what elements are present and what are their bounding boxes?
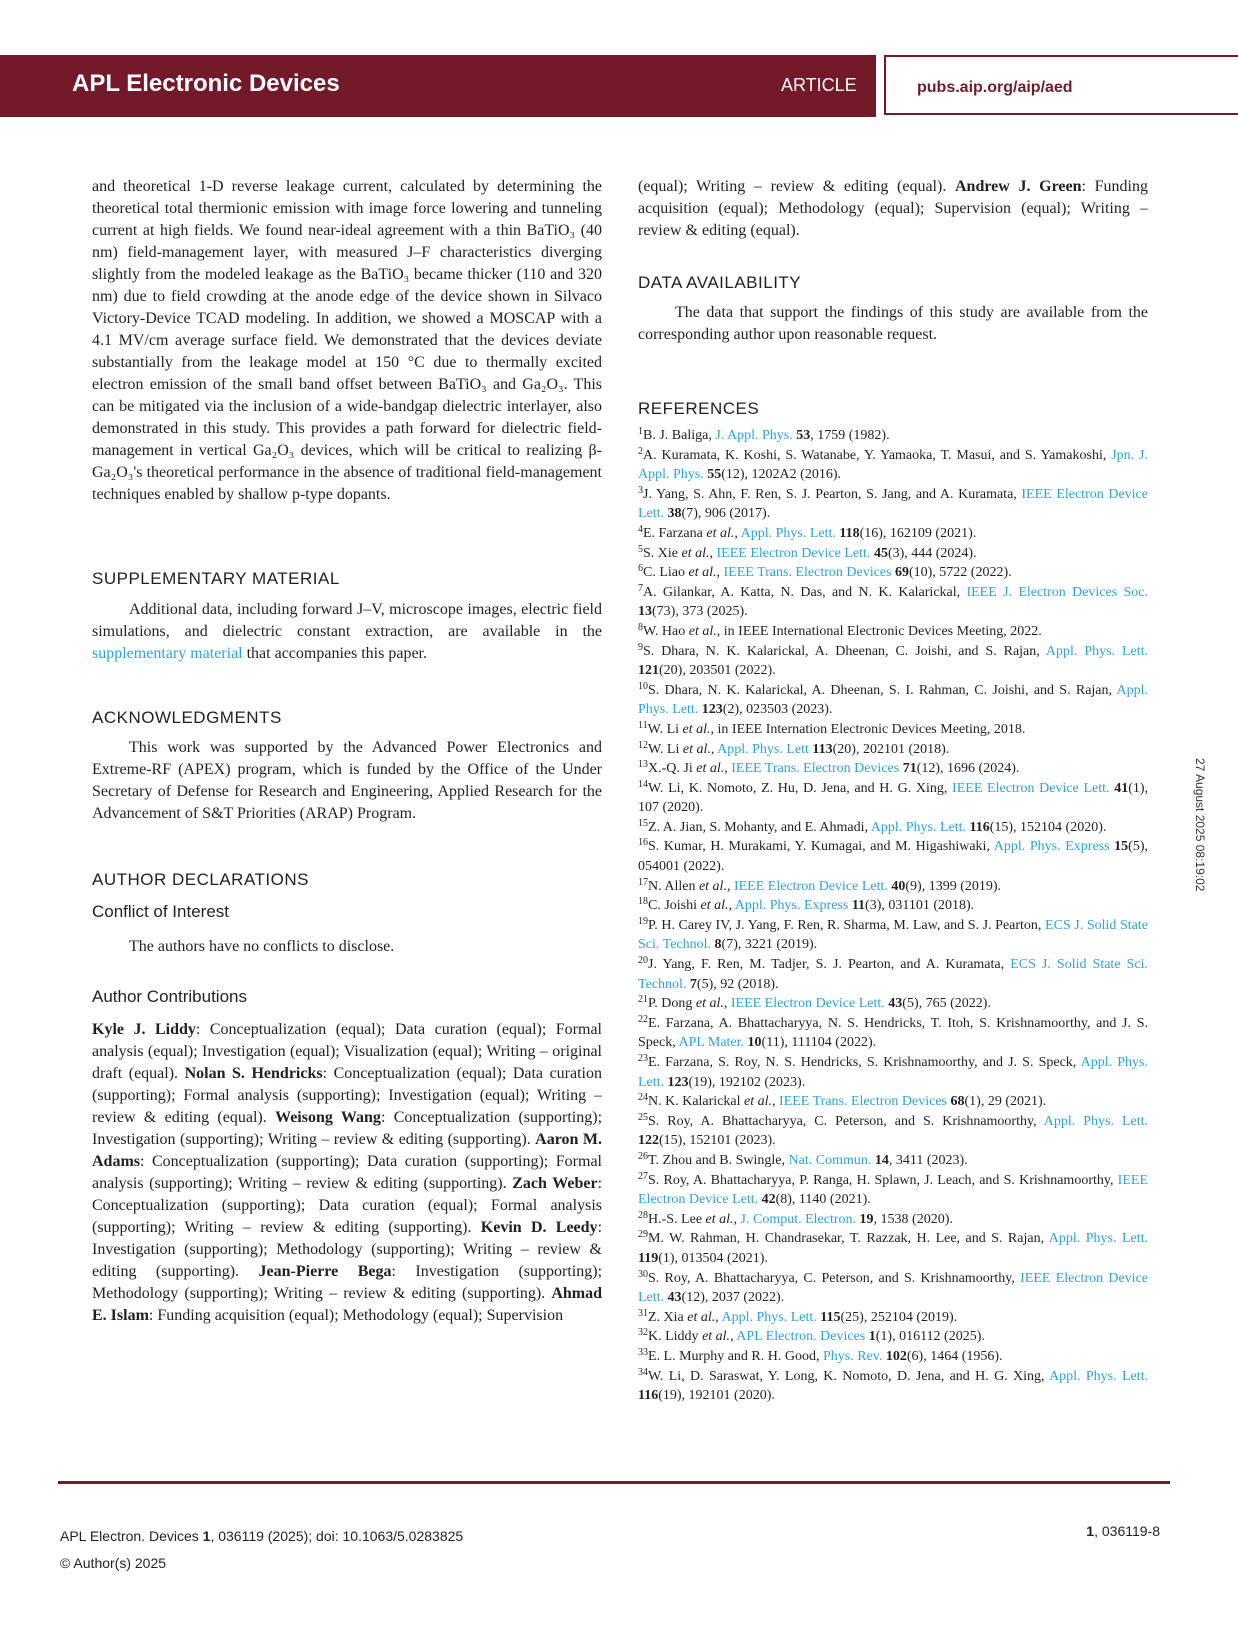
reference-item: $^3$J. Yang, S. Ahn, F. Ren, S. J. Pearton, S. Jang, and A. Kuramata, IEEE Electron Device Lett. 38(7), 906 (2017).: [638, 484, 1148, 522]
reference-item: $^4$E. Farzana et al., Appl. Phys. Lett. 118(16), 162109 (2021).: [638, 523, 977, 541]
reference-list: [638, 426, 1148, 1406]
reference-journal-link[interactable]: Appl. Phys. Lett.: [1049, 1368, 1148, 1384]
contributor-name: Ahmad E. Islam: [92, 1285, 602, 1324]
reference-item: $^{13}$X.-Q. Ji et al., IEEE Trans. Electron Devices 71(12), 1696 (2024).: [638, 759, 1020, 777]
reference-item: $^{21}$P. Dong et al., IEEE Electron Device Lett. 43(5), 765 (2022).: [638, 994, 991, 1012]
header-separator: [876, 55, 884, 117]
page-number: 1, 036119-8: [1086, 1523, 1160, 1539]
reference-item: $^{27}$S. Roy, A. Bhattacharyya, P. Ranga, H. Splawn, J. Leach, and S. Krishnamoorthy, IEEE Electron Device Lett. 42(8), 1140 (2021).: [638, 1170, 1148, 1208]
journal-title: APL Electronic Devices: [72, 70, 340, 97]
contributor-name: Weisong Wang: [275, 1109, 381, 1126]
reference-item: $^{24}$N. K. Kalarickal et al., IEEE Trans. Electron Devices 68(1), 29 (2021).: [638, 1092, 1047, 1110]
reference-item: $^9$S. Dhara, N. K. Kalarickal, A. Dheenan, C. Joishi, and S. Rajan, Appl. Phys. Lett. 121(20), 203501 (2022).: [638, 641, 1149, 679]
reference-item: $^{33}$E. L. Murphy and R. H. Good, Phys. Rev. 102(6), 1464 (1956).: [638, 1346, 1003, 1364]
reference-item: $^{23}$E. Farzana, S. Roy, N. S. Hendricks, S. Krishnamoorthy, and J. S. Speck, Appl. Phys. Lett. 123(19), 192102 (2023).: [638, 1053, 1148, 1090]
reference-journal-link[interactable]: IEEE Electron Device Lett.: [733, 878, 888, 894]
reference-journal-link[interactable]: IEEE Electron Device Lett.: [730, 996, 885, 1012]
footer-rule: [58, 1481, 1170, 1484]
supplementary-heading: SUPPLEMENTARY MATERIAL: [92, 569, 340, 588]
reference-journal-link[interactable]: IEEE Electron Device Lett.: [716, 545, 871, 561]
author-contributions-heading: Author Contributions: [92, 987, 247, 1006]
conflict-of-interest-heading: Conflict of Interest: [92, 902, 230, 921]
reference-item: $^{31}$Z. Xia et al., Appl. Phys. Lett. 115(25), 252104 (2019).: [638, 1307, 958, 1325]
reference-journal-link[interactable]: APL Mater.: [678, 1035, 745, 1051]
reference-item: $^{28}$H.-S. Lee et al., J. Comput. Electron. 19, 1538 (2020).: [638, 1209, 953, 1227]
reference-item: $^{11}$W. Li et al., in IEEE Internation Electronic Devices Meeting, 2018.: [638, 719, 1026, 737]
reference-item: $^7$A. Gilankar, A. Katta, N. Das, and N. K. Kalarickal, IEEE J. Electron Devices Soc. 13(73), 373 (2025).: [638, 582, 1148, 620]
reference-journal-link[interactable]: Appl. Phys. Lett.: [638, 682, 1148, 718]
acknowledgments-heading: ACKNOWLEDGMENTS: [92, 708, 282, 727]
left-column: [92, 176, 602, 1327]
reference-journal-link[interactable]: ECS J. Solid State Sci. Technol.: [638, 917, 1148, 953]
reference-journal-link[interactable]: Appl. Phys. Lett.: [1043, 1113, 1149, 1129]
reference-journal-link[interactable]: J. Appl. Phys.: [715, 428, 793, 443]
reference-item: $^{32}$K. Liddy et al., APL Electron. Devices 1(1), 016112 (2025).: [638, 1327, 985, 1345]
reference-item: $^5$S. Xie et al., IEEE Electron Device Lett. 45(3), 444 (2024).: [638, 543, 977, 561]
reference-item: $^{17}$N. Allen et al., IEEE Electron Device Lett. 40(9), 1399 (2019).: [638, 876, 1002, 894]
reference-journal-link[interactable]: J. Comput. Electron.: [740, 1211, 857, 1227]
contributor-name: Kevin D. Leedy: [480, 1219, 598, 1236]
citation-line: APL Electron. Devices 1, 036119 (2025); doi: 10.1063/5.0283825: [60, 1528, 464, 1544]
reference-journal-link[interactable]: Nat. Commun.: [788, 1152, 872, 1168]
references-heading: REFERENCES: [638, 399, 760, 418]
reference-journal-link[interactable]: Jpn. J. Appl. Phys.: [638, 447, 1148, 483]
reference-journal-link[interactable]: Appl. Phys. Lett.: [740, 525, 836, 541]
reference-item: $^6$C. Liao et al., IEEE Trans. Electron Devices 69(10), 5722 (2022).: [638, 563, 1012, 581]
reference-item: $^{10}$S. Dhara, N. K. Kalarickal, A. Dheenan, S. I. Rahman, C. Joishi, and S. Rajan, Appl. Phys. Lett. 123(2), 023503 (2023).: [638, 680, 1148, 718]
reference-item: $^{29}$M. W. Rahman, H. Chandrasekar, T. Razzak, H. Lee, and S. Rajan, Appl. Phys. Lett. 119(1), 013504 (2021).: [638, 1229, 1148, 1266]
reference-journal-link[interactable]: Appl. Phys. Express: [734, 898, 849, 914]
contributor-name: Nolan S. Hendricks: [184, 1065, 323, 1082]
reference-journal-link[interactable]: IEEE Electron Device Lett.: [638, 1172, 1148, 1208]
download-date-stamp: 27 August 2025 08:19:02: [1193, 758, 1207, 892]
reference-journal-link[interactable]: Appl. Phys. Lett.: [870, 819, 966, 835]
reference-item: $^1$B. J. Baliga, J. Appl. Phys. 53, 1759 (1982).: [638, 426, 890, 443]
contributor-name: Zach Weber: [512, 1175, 598, 1192]
reference-journal-link[interactable]: Appl. Phys. Lett.: [638, 1055, 1148, 1090]
reference-journal-link[interactable]: IEEE Trans. Electron Devices: [723, 565, 892, 581]
reference-item: $^{18}$C. Joishi et al., Appl. Phys. Express 11(3), 031101 (2018).: [638, 896, 975, 914]
reference-item: $^2$A. Kuramata, K. Koshi, S. Watanabe, Y. Yamaoka, T. Masui, and S. Yamakoshi, Jpn. J. Appl. Phys. 55(12), 1202A2 (2016).: [638, 445, 1148, 483]
reference-journal-link[interactable]: IEEE Trans. Electron Devices: [731, 761, 900, 777]
acknowledgments-paragraph: This work was supported by the Advanced Power Electronics and Extreme-RF (APEX) program, which is funded by the Office of the Under Secretary of Defense for Research and Engineering, Applied Research for the Advancement of S&T Priorities (ARAP) Program.: [92, 739, 602, 822]
supplementary-paragraph: Additional data, including forward J–V, microscope images, electric field simulations, and dielectric constant extraction, are available in the supplementary material that accompanies this paper.: [92, 601, 602, 662]
reference-item: $^{25}$S. Roy, A. Bhattacharyya, C. Peterson, and S. Krishnamoorthy, Appl. Phys. Lett. 122(15), 152101 (2023).: [638, 1111, 1149, 1149]
copyright-line: © Author(s) 2025: [60, 1555, 167, 1571]
reference-journal-link[interactable]: IEEE J. Electron Devices Soc.: [966, 584, 1148, 600]
reference-journal-link[interactable]: IEEE Electron Device Lett.: [638, 486, 1148, 522]
reference-journal-link[interactable]: Appl. Phys. Lett.: [1045, 643, 1149, 659]
article-type-label: ARTICLE: [781, 75, 857, 95]
journal-url-link[interactable]: pubs.aip.org/aip/aed: [917, 79, 1073, 96]
reference-item: $^{30}$S. Roy, A. Bhattacharyya, C. Peterson, and S. Krishnamoorthy, IEEE Electron Device Lett. 43(12), 2037 (2022).: [638, 1268, 1148, 1306]
reference-journal-link[interactable]: Appl. Phys. Lett.: [1048, 1231, 1148, 1247]
footer-citation: [60, 1523, 463, 1577]
reference-item: $^{19}$P. H. Carey IV, J. Yang, F. Ren, R. Sharma, M. Law, and S. J. Pearton, ECS J. Solid State Sci. Technol. 8(7), 3221 (2019).: [638, 915, 1148, 953]
supplementary-material-link[interactable]: supplementary material: [92, 645, 243, 662]
reference-item: $^{14}$W. Li, K. Nomoto, Z. Hu, D. Jena, and H. G. Xing, IEEE Electron Device Lett. 41(1), 107 (2020).: [638, 778, 1149, 816]
author-declarations-heading: AUTHOR DECLARATIONS: [92, 870, 309, 889]
author-contributions-continued: (equal); Writing – review & editing (equal). Andrew J. Green: Funding acquisition (equal); Methodology (equal); Supervision (equal); Writing – review & editing (equal).: [638, 178, 1148, 239]
author-contributions-text: Kyle J. Liddy: Conceptualization (equal); Data curation (equal); Formal analysis (equal); Investigation (equal); Visualization (equal); Writing – original draft (equal). Nolan S. Hendricks: Conceptualization (equal); Data curation (supporting); Formal analysis (supporting); Investigation (equal); Writing – review & editing (equal). Weisong Wang: Conceptualization (supporting); Investigation (supporting); Writing – review & editing (supporting). Aaron M. Adams: Conceptualization (supporting); Data curation (supporting); Formal analysis (supporting); Writing – review & editing (supporting). Zach Weber: Conceptualization (supporting); Data curation (equal); Formal analysis (supporting); Writing – review & editing (supporting). Kevin D. Leedy: Investigation (supporting); Methodology (supporting); Writing – review & editing (supporting). Jean-Pierre Bega: Investigation (supporting); Methodology (supporting); Writing – review & editing (supporting). Ahmad E. Islam: Funding acquisition (equal); Methodology (equal); Supervision: [92, 1021, 603, 1324]
contributor-name: Kyle J. Liddy: [92, 1021, 196, 1038]
reference-journal-link[interactable]: IEEE Trans. Electron Devices: [779, 1094, 947, 1110]
conclusion-paragraph: and theoretical 1-D reverse leakage current, calculated by determining the theoretical total thermionic emission with image force lowering and tunneling current at high fields. We found near-ideal agreement with a thin BaTiO₃ (40 nm) field-management layer, with measured J–F characteristics diverging slightly from the modeled leakage as the BaTiO₃ became thicker (110 and 320 nm) due to field crowding at the anode edge of the device shown in Silvaco Victory-Device TCAD modeling. In addition, we showed a MOSCAP with a 4.1 MV/cm average surface field. We demonstrated that the devices deviate substantially from the leakage model at 150 °C due to thermally excited electron emission of the small band offset between BaTiO₃ and Ga₂O₃. This can be mitigated via the inclusion of a wide-bandgap dielectric interlayer, also demonstrated in this study. This provides a path forward for dielectric field-management in vertical Ga₂O₃ devices, which will be critical to realizing β-Ga₂O₃'s theoretical performance in the absence of traditional field-management techniques enabled by shallow p-type dopants.: [92, 178, 602, 503]
reference-item: $^8$W. Hao et al., in IEEE International Electronic Devices Meeting, 2022.: [638, 621, 1042, 639]
reference-item: $^{34}$W. Li, D. Saraswat, Y. Long, K. Nomoto, D. Jena, and H. G. Xing, Appl. Phys. Lett. 116(19), 192101 (2020).: [638, 1366, 1148, 1404]
reference-journal-link[interactable]: APL Electron. Devices: [736, 1329, 866, 1345]
reference-journal-link[interactable]: IEEE Electron Device Lett.: [638, 1270, 1148, 1306]
contributor-name: Andrew J. Green: [955, 178, 1082, 195]
reference-journal-link[interactable]: IEEE Electron Device Lett.: [952, 780, 1110, 796]
reference-item: $^{12}$W. Li et al., Appl. Phys. Lett 113(20), 202101 (2018).: [638, 739, 950, 757]
reference-item: $^{20}$J. Yang, F. Ren, M. Tadjer, S. J. Pearton, and A. Kuramata, ECS J. Solid State Sci. Technol. 7(5), 92 (2018).: [638, 955, 1148, 992]
reference-item: $^{22}$E. Farzana, A. Bhattacharyya, N. S. Hendricks, T. Itoh, S. Krishnamoorthy, and J. S. Speck, APL Mater. 10(11), 111104 (2022).: [638, 1013, 1148, 1051]
contributor-name: Jean-Pierre Bega: [258, 1263, 392, 1280]
right-column: [638, 176, 1148, 1406]
data-availability-text: The data that support the findings of this study are available from the corresponding author upon reasonable request.: [638, 304, 1148, 343]
reference-item: $^{15}$Z. A. Jian, S. Mohanty, and E. Ahmadi, Appl. Phys. Lett. 116(15), 152104 (2020).: [638, 817, 1107, 835]
reference-item: $^{26}$T. Zhou and B. Swingle, Nat. Commun. 14, 3411 (2023).: [638, 1150, 968, 1168]
reference-journal-link[interactable]: Appl. Phys. Lett: [717, 741, 809, 757]
data-availability-heading: DATA AVAILABILITY: [638, 273, 802, 292]
reference-journal-link[interactable]: Appl. Phys. Lett.: [721, 1309, 817, 1325]
reference-journal-link[interactable]: ECS J. Solid State Sci. Technol.: [638, 957, 1148, 992]
reference-journal-link[interactable]: Appl. Phys. Express: [993, 839, 1110, 855]
reference-item: $^{16}$S. Kumar, H. Murakami, Y. Kumagai, and M. Higashiwaki, Appl. Phys. Express 15(5), 054001 (2022).: [638, 837, 1148, 875]
conflict-of-interest-text: The authors have no conflicts to disclose.: [129, 938, 395, 955]
contributor-name: Aaron M. Adams: [92, 1131, 603, 1170]
reference-journal-link[interactable]: Phys. Rev.: [823, 1348, 883, 1364]
